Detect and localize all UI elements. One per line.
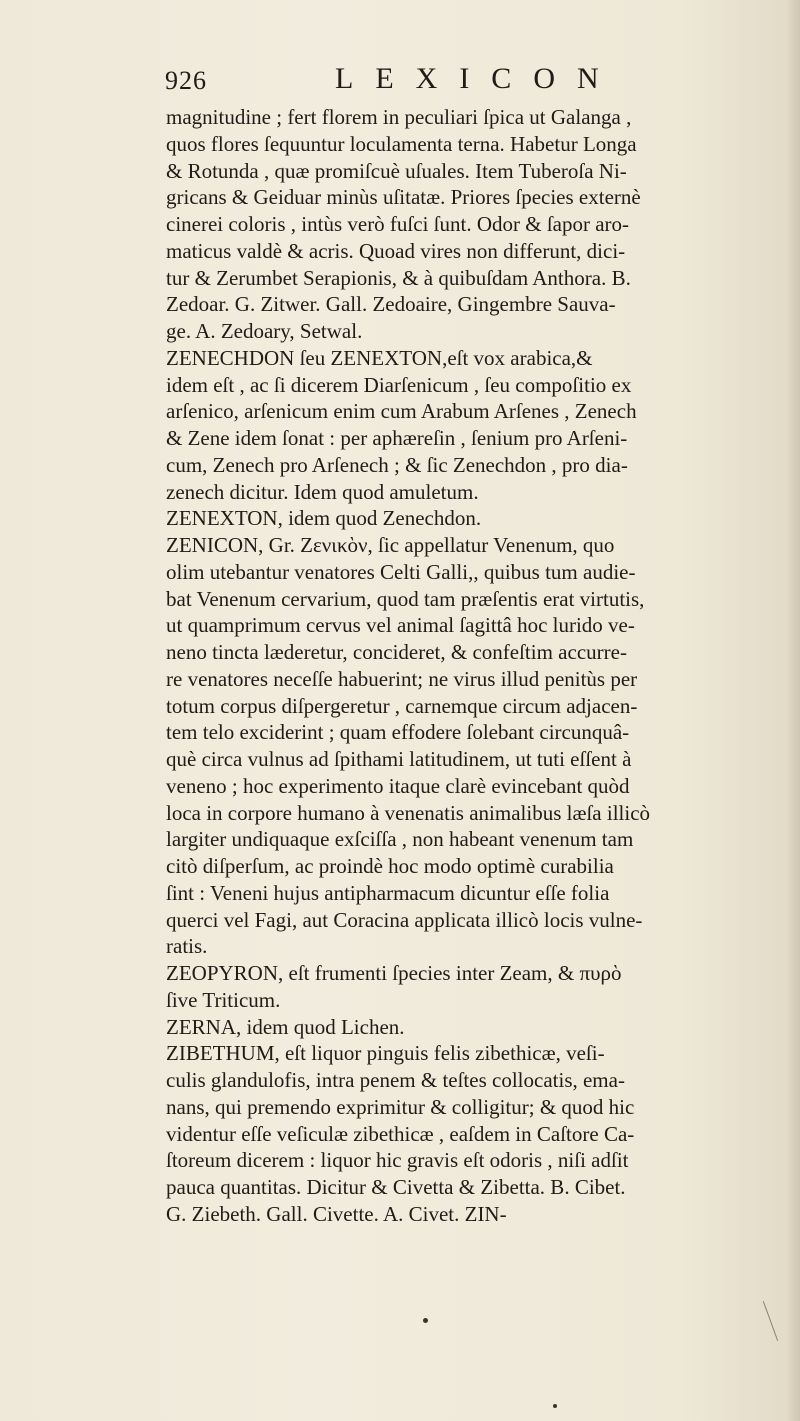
text-line: neno tincta læderetur, concideret, & confeſtim accurre- [166, 640, 627, 664]
entry-zenexton: ZENEXTON, idem quod Zenechdon. [166, 506, 482, 531]
text-line: videntur eſſe veſiculæ zibethicæ , eaſdem in Caſtore Ca- [166, 1121, 635, 1146]
paper-mark [763, 1301, 778, 1341]
text-line: zenech dicitur. Idem quod amuletum. [166, 479, 479, 504]
text-line: ratis. [166, 934, 208, 959]
text-line: veneno ; hoc experimento itaque clarè evincebant quòd [166, 773, 630, 798]
ink-speck [423, 1318, 428, 1323]
text-line: magnitudine ; fert florem in peculiari ſpica ut Galanga , [166, 105, 632, 129]
text-line: bat Venenum cervarium, quod tam præſentis erat virtutis, [166, 586, 645, 611]
text-line: ſtoreum dicerem : liquor hic gravis eſt odoris , niſi adſit [166, 1148, 629, 1173]
text-line: nans, qui premendo exprimitur & colligitur; & quod hic [166, 1094, 635, 1119]
text-line: totum corpus diſpergeretur , carnemque circum adjacen- [166, 693, 638, 718]
text-line: ut quamprimum cervus vel animal ſagittâ hoc lurido ve- [166, 613, 635, 638]
text-line: re venatores neceſſe habuerint; ne virus illud penitùs per [166, 666, 638, 691]
text-line: largiter undiquaque exſciſſa , non habeant venenum tam [166, 827, 634, 852]
text-line: olim utebantur venatores Celti Galli,, quibus tum audie- [166, 559, 636, 584]
page-header [165, 62, 635, 102]
text-line: cum, Zenech pro Arſenech ; & ſic Zenechdon , pro dia- [166, 452, 628, 477]
text-line: & Zene idem ſonat : per aphæreſin , ſenium pro Arſeni- [166, 426, 628, 450]
page-number: 926 [165, 66, 207, 95]
text-line: & Rotunda , quæ promiſcuè uſuales. Item Tuberoſa Ni- [166, 158, 627, 183]
text-line: quos flores ſequuntur loculamenta terna. Habetur Longa [166, 131, 637, 156]
entry-zibethum: ZIBETHUM, eſt liquor pinguis felis zibethicæ, veſi- [166, 1041, 605, 1066]
text-line: maticus valdè & acris. Quoad vires non differunt, dici- [166, 238, 626, 263]
text-line: loca in corpore humano à venenatis animalibus læſa illicò [166, 800, 651, 825]
text-line: ſint : Veneni hujus antipharmacum dicuntur eſſe folia [166, 880, 610, 905]
running-title: LEXICON [335, 62, 621, 95]
text-line: culis glandulofis, intra penem & teſtes collocatis, ema- [166, 1068, 625, 1092]
text-column [166, 104, 794, 1228]
entry-zerna: ZERNA, idem quod Lichen. [166, 1014, 405, 1039]
text-line: pauca quantitas. Dicitur & Civetta & Zibetta. B. Cibet. [166, 1175, 626, 1199]
text-line: què circa vulnus ad ſpithami latitudinem, ut tuti eſſent à [166, 747, 632, 771]
text-line: ge. A. Zedoary, Setwal. [166, 319, 363, 343]
text-line: citò diſperſum, ac proindè hoc modo optimè curabilia [166, 854, 614, 878]
text-line: idem eſt , ac ſi dicerem Diarſenicum , ſeu compoſitio ex [166, 372, 632, 397]
entry-zenicon: ZENICON, Gr. Ζενικὸν, ſic appellatur Venenum, quo [166, 533, 615, 557]
text-line: tur & Zerumbet Serapionis, & à quibuſdam Anthora. B. [166, 265, 631, 290]
catchword-line: G. Ziebeth. Gall. Civette. A. Civet. ZIN- [166, 1201, 507, 1226]
text-line: cinerei coloris , intùs verò fuſci ſunt. Odor & ſapor aro- [166, 212, 630, 236]
text-line: ſive Triticum. [166, 987, 281, 1012]
text-line: Zedoar. G. Zitwer. Gall. Zedoaire, Gingembre Sauva- [166, 292, 616, 317]
ink-speck [553, 1404, 557, 1408]
text-line: tem telo exciderint ; quam effodere ſolebant circunquâ- [166, 720, 630, 745]
entry-zenechdon: ZENECHDON ſeu ZENEXTON,eſt vox arabica,& [166, 345, 593, 370]
text-line: arſenico, arſenicum enim cum Arabum Arſenes , Zenech [166, 399, 637, 424]
entry-zeopyron: ZEOPYRON, eſt frumenti ſpecies inter Zeam, & πυρὸ [166, 961, 622, 985]
text-line: gricans & Geiduar minùs uſitatæ. Priores ſpecies externè [166, 185, 641, 210]
text-line: querci vel Fagi, aut Coracina applicata illicò locis vulne- [166, 907, 643, 932]
